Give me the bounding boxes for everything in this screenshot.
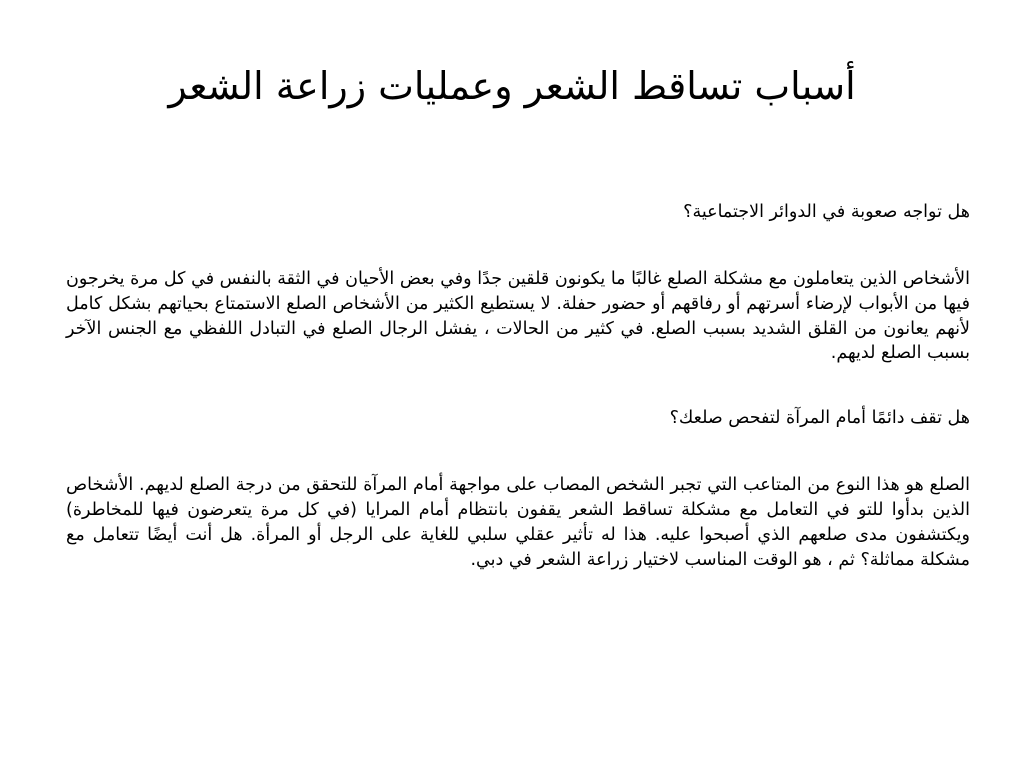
paragraph-mirror-checking: الصلع هو هذا النوع من المتاعب التي تجبر الشخص المصاب على مواجهة أمام المرآة للتحقق من درجة الصلع لديهم. الأشخاص الذين بدأوا للتو في التعامل مع مشكلة تساقط الشعر يقفون بانتظام أمام المرايا (في كل مرة يتعرضون فيها للمخاطرة) ويكتشفون مدى صلعهم الذي أصبحوا عليه. هذا له تأثير عقلي سلبي للغاية على الرجل أو المرأة. هل أنت أيضًا تتعامل مع مشكلة مماثلة؟ ثم ، هو الوقت المناسب لاختيار زراعة الشعر في دبي. (66, 475, 970, 570)
question-social-circles: هل تواجه صعوبة في الدوائر الاجتماعية؟ (683, 202, 970, 222)
slide-body (66, 200, 970, 572)
question-mirror: هل تقف دائمًا أمام المرآة لتفحص صلعك؟ (669, 408, 970, 429)
paragraph-social-anxiety: الأشخاص الذين يتعاملون مع مشكلة الصلع غالبًا ما يكونون قلقين جدًا وفي بعض الأحيان في الثقة بالنفس في كل مرة يخرجون فيها من الأبواب لإرضاء أسرتهم أو رفاقهم أو حضور حفلة. لا يستطيع الكثير من الأشخاص الصلع الاستمتاع بحياتهم بشكل كامل لأنهم يعانون من القلق الشديد بسبب الصلع. في كثير من الحالات ، يفشل الرجال الصلع في التبادل اللفظي مع الجنس الآخر بسبب الصلع لديهم. (66, 268, 970, 364)
slide-title: أسباب تساقط الشعر وعمليات زراعة الشعر (168, 64, 856, 108)
